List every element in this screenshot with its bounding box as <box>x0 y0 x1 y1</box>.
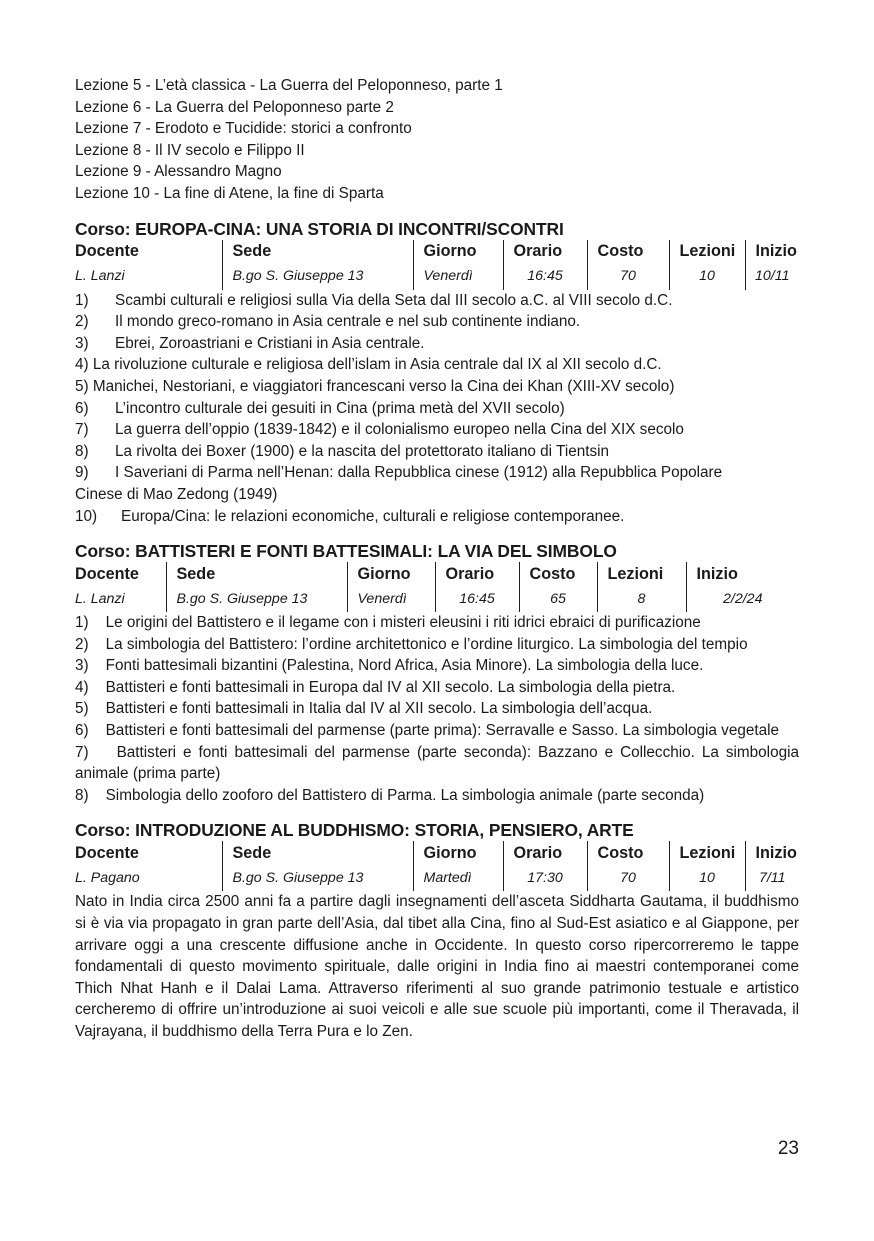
cell-orario: 16:45 <box>435 587 519 612</box>
header-orario: Orario <box>435 562 519 587</box>
list-item <box>75 290 799 312</box>
header-giorno: Giorno <box>347 562 435 587</box>
cell-sede: B.go S. Giuseppe 13 <box>222 265 413 290</box>
item-number: 2) <box>75 635 89 653</box>
header-orario: Orario <box>503 841 587 866</box>
course-description: Nato in India circa 2500 anni fa a partire dagli insegnamenti dell’asceta Siddharta Gautama, il buddhismo si è via via propagato in gran parte dell’Asia, dal tibet alla Cina, fino al Sud-Est asiatico e al Giappone, per arrivare oggi a una crescente diffusione anche in Occidente. In questo corso ripercorreremo le tappe fondamentali di questo movimento spirituale, dalle origini in India fino ai maestri contemporanei come Thich Nhat Hanh e il Dalai Lama. Attraverso riferimenti al suo grande patrimonio testuale e artistico cercheremo di offrire un’introduzione ai suoi veicoli e alle sue scuole più importanti, come il Theravada, il Vajrayana, il buddhismo della Terra Pura e lo Zen. <box>75 893 799 1040</box>
cell-lezioni: 10 <box>669 265 745 290</box>
cell-orario: 16:45 <box>503 265 587 290</box>
list-item <box>75 462 799 484</box>
header-inizio: Inizio <box>745 841 799 866</box>
header-costo: Costo <box>519 562 597 587</box>
list-item <box>75 612 799 634</box>
item-number: 9) <box>75 464 89 482</box>
cell-giorno: Martedì <box>413 866 503 891</box>
item-text: La simbologia del Battistero: l’ordine architettonico e l’ordine liturgico. La simbologia del tempio <box>105 635 748 653</box>
cell-inizio: 2/2/24 <box>686 587 799 612</box>
item-text: Battisteri e fonti battesimali in Italia dal IV al XII secolo. La simbologia dell’acqua. <box>105 700 653 718</box>
header-giorno: Giorno <box>413 841 503 866</box>
item-number: 3) <box>75 657 89 675</box>
item-number: 1) <box>75 291 89 309</box>
item-text: Battisteri e fonti battesimali del parmense (parte prima): Serravalle e Sasso. La simbologia vegetale <box>105 722 780 740</box>
lesson-line: Lezione 5 - L’età classica - La Guerra del Peloponneso, parte 1 <box>75 77 503 94</box>
cell-lezioni: 8 <box>597 587 686 612</box>
cell-sede: B.go S. Giuseppe 13 <box>166 587 347 612</box>
item-text: Simbologia dello zooforo del Battistero di Parma. La simbologia animale (parte seconda) <box>105 786 705 804</box>
list-item <box>75 419 799 441</box>
table-row <box>75 866 799 891</box>
list-item-continuation: Cinese di Mao Zedong (1949) <box>75 485 278 503</box>
list-item: 4) La rivoluzione culturale e religiosa dell’islam in Asia centrale dal IX al XII secolo d.C. <box>75 356 662 374</box>
cell-lezioni: 10 <box>669 866 745 891</box>
header-lezioni: Lezioni <box>669 841 745 866</box>
cell-sede: B.go S. Giuseppe 13 <box>222 866 413 891</box>
cell-costo: 65 <box>519 587 597 612</box>
course-program <box>75 612 799 806</box>
item-number: 8) <box>75 442 89 460</box>
cell-inizio: 7/11 <box>745 866 799 891</box>
course-buddhismo <box>75 819 799 1042</box>
item-number: 5) <box>75 700 89 718</box>
item-text: I Saveriani di Parma nell’Henan: dalla Repubblica cinese (1912) alla Repubblica Popolare <box>115 464 723 482</box>
header-costo: Costo <box>587 240 669 265</box>
header-inizio: Inizio <box>745 240 799 265</box>
header-lezioni: Lezioni <box>669 240 745 265</box>
table-row <box>75 587 799 612</box>
item-text: La guerra dell’oppio (1839-1842) e il colonialismo europeo nella Cina del XIX secolo <box>115 421 684 439</box>
list-item <box>75 441 799 463</box>
course-title: Corso: BATTISTERI E FONTI BATTESIMALI: LA VIA DEL SIMBOLO <box>75 541 617 562</box>
header-costo: Costo <box>587 841 669 866</box>
lesson-line: Lezione 10 - La fine di Atene, la fine di Sparta <box>75 184 384 202</box>
item-text: Il mondo greco-romano in Asia centrale e nel sub continente indiano. <box>115 313 581 331</box>
header-docente: Docente <box>75 564 139 583</box>
cell-giorno: Venerdì <box>413 265 503 290</box>
cell-giorno: Venerdì <box>347 587 435 612</box>
document-page <box>75 75 799 1043</box>
item-number: 6) <box>75 399 89 417</box>
course-info-table <box>75 240 799 290</box>
cell-docente: L. Lanzi <box>75 268 125 285</box>
table-header-row <box>75 841 799 866</box>
item-number: 7) <box>75 743 89 761</box>
cell-costo: 70 <box>587 265 669 290</box>
lesson-line: Lezione 7 - Erodoto e Tucidide: storici a confronto <box>75 120 412 138</box>
item-text: Europa/Cina: le relazioni economiche, culturali e religiose contemporanee. <box>121 507 625 525</box>
item-number: 3) <box>75 334 89 352</box>
list-item <box>75 634 799 656</box>
list-item <box>75 720 799 742</box>
list-item <box>75 698 799 720</box>
header-sede: Sede <box>222 240 413 265</box>
table-row <box>75 265 799 290</box>
item-text: Scambi culturali e religiosi sulla Via della Seta dal III secolo a.C. al VIII secolo d.C. <box>115 291 673 309</box>
list-item <box>75 311 799 333</box>
course-program <box>75 290 799 528</box>
course-title: Corso: INTRODUZIONE AL BUDDHISMO: STORIA, PENSIERO, ARTE <box>75 820 634 841</box>
header-sede: Sede <box>166 562 347 587</box>
list-item <box>75 655 799 677</box>
header-lezioni: Lezioni <box>597 562 686 587</box>
list-item <box>75 677 799 699</box>
header-inizio: Inizio <box>686 562 799 587</box>
list-item <box>75 506 799 528</box>
cell-docente: L. Lanzi <box>75 590 125 607</box>
header-sede: Sede <box>222 841 413 866</box>
course-info-table <box>75 562 799 612</box>
course-europa-cina <box>75 218 799 528</box>
list-item <box>75 785 799 807</box>
item-text: L’incontro culturale dei gesuiti in Cina (prima metà del XVII secolo) <box>115 399 565 417</box>
item-number: 2) <box>75 313 89 331</box>
table-header-row <box>75 240 799 265</box>
lesson-line: Lezione 8 - Il IV secolo e Filippo II <box>75 141 305 159</box>
page-number: 23 <box>777 1138 799 1159</box>
table-header-row <box>75 562 799 587</box>
item-text: Ebrei, Zoroastriani e Cristiani in Asia centrale. <box>115 334 425 352</box>
lesson-line: Lezione 9 - Alessandro Magno <box>75 163 282 181</box>
cell-costo: 70 <box>587 866 669 891</box>
course-title: Corso: EUROPA-CINA: UNA STORIA DI INCONTRI/SCONTRI <box>75 218 564 239</box>
header-docente: Docente <box>75 844 139 863</box>
item-text: Le origini del Battistero e il legame con i misteri eleusini i riti idrici ebraici di purificazione <box>105 614 701 632</box>
item-text: Fonti battesimali bizantini (Palestina, Nord Africa, Asia Minore). La simbologia della luce. <box>105 657 704 675</box>
item-number: 7) <box>75 421 89 439</box>
lessons-list-top <box>75 75 799 205</box>
list-item <box>75 333 799 355</box>
item-text: Battisteri e fonti battesimali in Europa dal IV al XII secolo. La simbologia della pietra. <box>105 678 676 696</box>
item-number: 4) <box>75 678 89 696</box>
cell-inizio: 10/11 <box>745 265 799 290</box>
list-item <box>75 742 799 785</box>
item-number: 1) <box>75 614 89 632</box>
list-item <box>75 398 799 420</box>
header-giorno: Giorno <box>413 240 503 265</box>
item-number: 6) <box>75 722 89 740</box>
cell-orario: 17:30 <box>503 866 587 891</box>
course-battisteri <box>75 540 799 806</box>
item-number: 8) <box>75 786 89 804</box>
header-orario: Orario <box>503 240 587 265</box>
cell-docente: L. Pagano <box>75 870 140 887</box>
course-info-table <box>75 841 799 891</box>
lesson-line: Lezione 6 - La Guerra del Peloponneso parte 2 <box>75 98 394 116</box>
item-text: La rivolta dei Boxer (1900) e la nascita del protettorato italiano di Tientsin <box>115 442 610 460</box>
header-docente: Docente <box>75 242 139 261</box>
item-number: 10) <box>75 507 98 525</box>
item-text: Battisteri e fonti battesimali del parmense (parte seconda): Bazzano e Collecchio. La simbologia animale (prima parte) <box>75 743 799 783</box>
list-item: 5) Manichei, Nestoriani, e viaggiatori francescani verso la Cina dei Khan (XIII-XV secolo) <box>75 377 675 395</box>
